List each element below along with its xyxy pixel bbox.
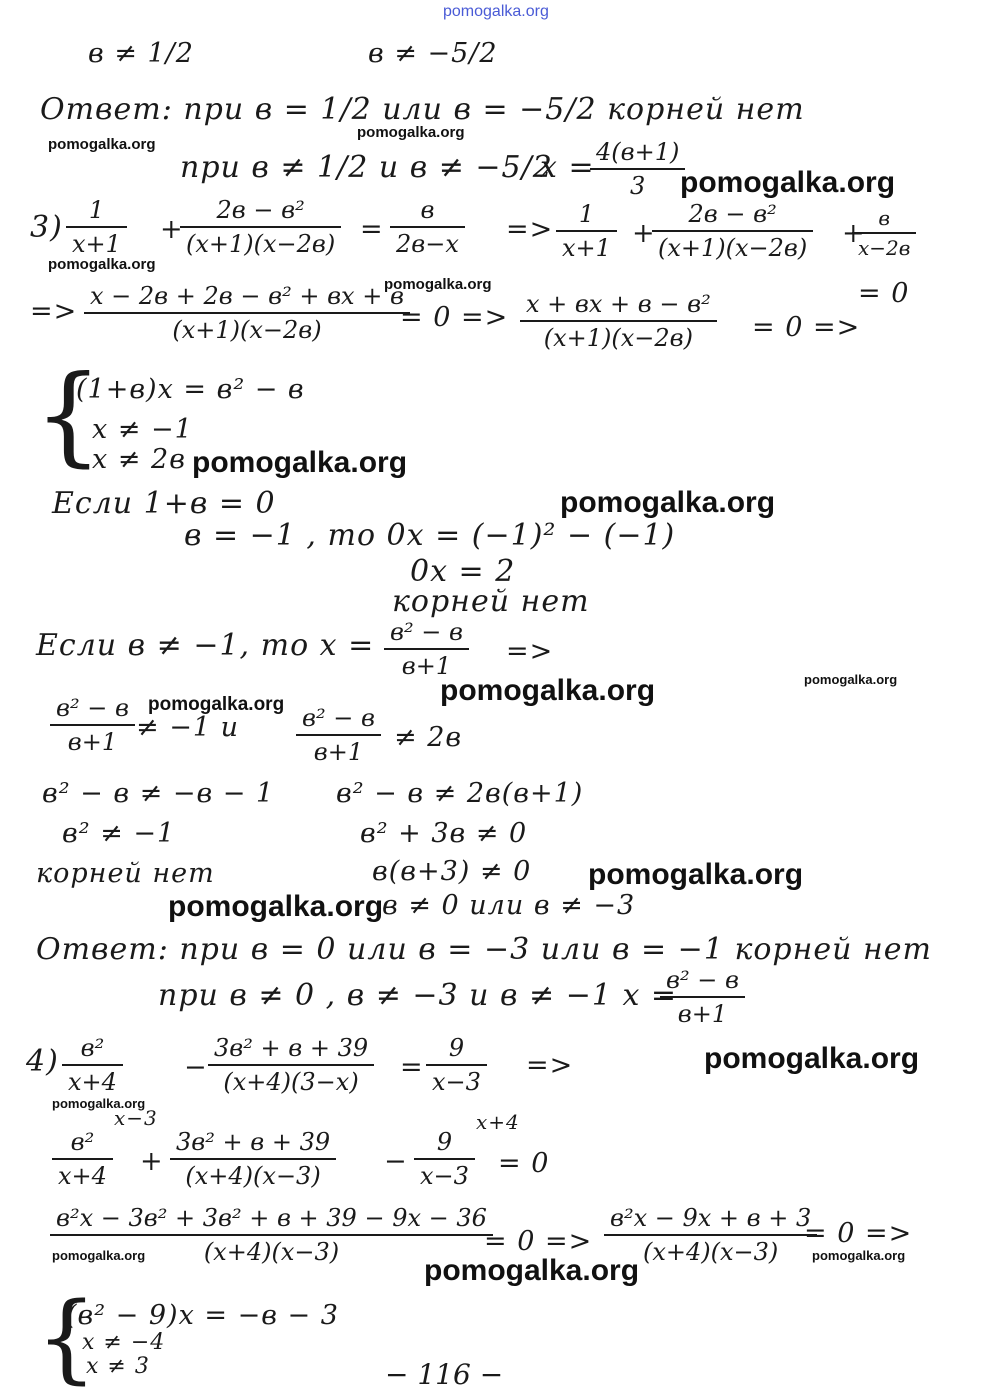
p4-equals-zero: = 0 — [498, 1148, 550, 1179]
system-2-eq-3: x ≠ 3 — [86, 1354, 150, 1379]
p3-fraction-3 — [390, 196, 465, 258]
p4-fraction-7-num: в²x − 3в² + 3в² + в + 39 − 9x − 36 — [50, 1204, 493, 1236]
p3-equals-zero-2: = 0 => — [400, 302, 509, 333]
p4-fraction-4-num: в² — [52, 1128, 113, 1160]
p3-fraction-6-num: в — [852, 206, 916, 234]
system-2-eq-2: x ≠ −4 — [82, 1330, 166, 1355]
problem-3-label: 3) — [30, 210, 63, 245]
p4-fraction-4 — [52, 1128, 113, 1190]
p4-equals-zero-3: = 0 => — [804, 1218, 913, 1249]
p3-fraction-4-num: 1 — [556, 200, 617, 232]
watermark: pomogalka.org — [48, 136, 156, 153]
watermark: pomogalka.org — [704, 1042, 920, 1075]
p3-equals-zero: = 0 — [858, 278, 910, 309]
p4-arrow: => — [526, 1050, 574, 1081]
site-link[interactable]: pomogalka.org — [443, 3, 549, 20]
p3-fraction-1 — [66, 196, 127, 258]
answer-3-line-2: при в ≠ 0 , в ≠ −3 и в ≠ −1 x = — [158, 978, 678, 1013]
watermark: pomogalka.org — [440, 674, 656, 707]
answer-2-fraction — [590, 138, 685, 200]
answer-3-fraction-den: в+1 — [677, 1000, 728, 1028]
p3-fraction-8 — [520, 290, 717, 352]
answer-2-line-1: Ответ: при в = 1/2 или в = −5/2 корней нет — [40, 92, 805, 127]
p4-fraction-6 — [414, 1128, 475, 1190]
p4-fraction-5 — [170, 1128, 336, 1190]
p3-fraction-8-num: x + вx + в − в² — [520, 290, 717, 322]
p4-hint-2: x+4 — [476, 1110, 520, 1134]
watermark: pomogalka.org — [804, 672, 898, 687]
p4-fraction-5-num: 3в² + в + 39 — [170, 1128, 336, 1160]
answer-2-fraction-den: 3 — [630, 172, 646, 200]
cond-2-rhs: ≠ 2в — [394, 722, 463, 753]
cond-1-rhs: ≠ −1 и — [136, 712, 239, 743]
p3-fraction-1-den: x+1 — [72, 230, 121, 258]
case-2-fraction — [384, 618, 469, 680]
cond-fraction-1-den: в+1 — [67, 728, 118, 756]
p4-fraction-7-den: (x+4)(x−3) — [203, 1238, 340, 1266]
p3-fraction-2-den: (x+1)(x−2в) — [186, 230, 336, 258]
watermark: pomogalka.org — [560, 486, 776, 519]
system-2-eq-1: (в² − 9)x = −в − 3 — [66, 1300, 339, 1331]
p4-minus: − — [184, 1052, 208, 1083]
p3-fraction-8-den: (x+1)(x−2в) — [543, 324, 693, 352]
cond-line-4: в² − в ≠ 2в(в+1) — [336, 778, 584, 809]
answer-2-fraction-num: 4(в+1) — [590, 138, 685, 170]
case-1-line-2: в = −1 , то 0x = (−1)² − (−1) — [184, 518, 676, 553]
p4-fraction-3-den: x−3 — [432, 1068, 481, 1096]
cond-line-7: корней нет — [36, 858, 215, 889]
answer-3-fraction-num: в² − в — [660, 966, 745, 998]
case-1-line-1: Если 1+в = 0 — [52, 486, 276, 521]
p3-plus: + — [160, 214, 184, 245]
p3-fraction-5 — [652, 200, 813, 262]
p4-fraction-1-num: в² — [62, 1034, 123, 1066]
system-1-brace: { — [34, 353, 103, 478]
p3-arrow: => — [506, 214, 554, 245]
p4-equals: = — [400, 1052, 424, 1083]
case-1-line-3: 0x = 2 — [410, 554, 516, 589]
case-2-arrow: => — [506, 636, 554, 667]
p3-fraction-6 — [852, 206, 916, 260]
p4-fraction-2-den: (x+4)(3−x) — [223, 1068, 359, 1096]
cond-fraction-2 — [296, 704, 381, 766]
cond-line-6: в² + 3в ≠ 0 — [360, 818, 528, 849]
watermark: pomogalka.org — [168, 890, 384, 923]
problem-4-label: 4) — [26, 1044, 59, 1079]
case-2-line-1: Если в ≠ −1, то x = — [36, 628, 375, 663]
case-2-fraction-num: в² − в — [384, 618, 469, 650]
p4-fraction-2-num: 3в² + в + 39 — [208, 1034, 374, 1066]
p3-fraction-2 — [180, 196, 341, 258]
watermark: pomogalka.org — [384, 276, 492, 293]
p3-fraction-4 — [556, 200, 617, 262]
system-2-brace: { — [36, 1282, 98, 1394]
p3-fraction-2-num: 2в − в² — [180, 196, 341, 228]
p4-minus-2: − — [384, 1146, 408, 1177]
condition-b-half: в ≠ 1/2 — [88, 38, 194, 69]
answer-3-line-1: Ответ: при в = 0 или в = −3 или в = −1 корней нет — [36, 932, 932, 967]
p4-fraction-1 — [62, 1034, 123, 1096]
answer-2-line-2: при в ≠ 1/2 и в ≠ −5/2 — [180, 150, 553, 185]
watermark: pomogalka.org — [588, 858, 804, 891]
watermark: pomogalka.org — [812, 1248, 906, 1263]
case-1-line-4: корней нет — [392, 584, 590, 619]
p4-fraction-2 — [208, 1034, 374, 1096]
p3-plus-2: + — [632, 218, 656, 249]
p4-fraction-3-num: 9 — [426, 1034, 487, 1066]
watermark: pomogalka.org — [680, 166, 896, 199]
cond-fraction-2-num: в² − в — [296, 704, 381, 736]
watermark: pomogalka.org — [52, 1096, 146, 1111]
system-1-eq-3: x ≠ 2в — [92, 444, 186, 475]
p3-equals-zero-3: = 0 => — [752, 312, 861, 343]
watermark: pomogalka.org — [192, 446, 408, 479]
cond-fraction-1-num: в² − в — [50, 694, 135, 726]
watermark: pomogalka.org — [357, 124, 465, 141]
cond-line-9: в ≠ 0 или в ≠ −3 — [382, 890, 636, 921]
p3-fraction-3-den: 2в−x — [396, 230, 459, 258]
p4-fraction-5-den: (x+4)(x−3) — [185, 1162, 321, 1190]
cond-fraction-2-den: в+1 — [313, 738, 364, 766]
system-1-eq-2: x ≠ −1 — [92, 414, 193, 445]
system-1-eq-1: (1+в)x = в² − в — [76, 374, 305, 405]
case-2-fraction-den: в+1 — [401, 652, 452, 680]
condition-b-minus-five-halves: в ≠ −5/2 — [368, 38, 498, 69]
p3-fraction-1-num: 1 — [66, 196, 127, 228]
p3-fraction-4-den: x+1 — [562, 234, 611, 262]
p3-arrow-2: => — [30, 296, 78, 327]
p4-plus: + — [140, 1146, 164, 1177]
p3-fraction-3-num: в — [390, 196, 465, 228]
p4-fraction-8-num: в²x − 9x + в + 3 — [604, 1204, 817, 1236]
answer-2-x-label: x = — [540, 150, 595, 185]
p3-fraction-5-num: 2в − в² — [652, 200, 813, 232]
cond-line-3: в² − в ≠ −в − 1 — [42, 778, 275, 809]
p4-fraction-6-num: 9 — [414, 1128, 475, 1160]
watermark: pomogalka.org — [424, 1254, 640, 1287]
p3-fraction-7 — [84, 282, 410, 344]
p3-fraction-7-den: (x+1)(x−2в) — [172, 316, 322, 344]
p4-hint-1: x−3 — [114, 1106, 158, 1130]
answer-3-fraction — [660, 966, 745, 1028]
watermark: pomogalka.org — [52, 1248, 146, 1263]
p3-fraction-5-den: (x+1)(x−2в) — [658, 234, 808, 262]
p4-fraction-8-den: (x+4)(x−3) — [643, 1238, 779, 1266]
cond-fraction-1 — [50, 694, 135, 756]
p3-plus-3: + — [842, 218, 866, 249]
page-number: − 116 − — [385, 1358, 504, 1391]
p3-equals: = — [360, 214, 384, 245]
p4-fraction-6-den: x−3 — [420, 1162, 469, 1190]
p4-fraction-4-den: x+4 — [58, 1162, 107, 1190]
p4-fraction-3 — [426, 1034, 487, 1096]
cond-line-5: в² ≠ −1 — [62, 818, 176, 849]
cond-line-8: в(в+3) ≠ 0 — [372, 856, 532, 887]
watermark: pomogalka.org — [148, 694, 285, 715]
p4-equals-zero-2: = 0 => — [484, 1226, 593, 1257]
p3-fraction-6-den: x−2в — [858, 236, 911, 260]
watermark: pomogalka.org — [48, 256, 156, 273]
p4-fraction-1-den: x+4 — [68, 1068, 117, 1096]
p3-fraction-7-num: x − 2в + 2в − в² + вx + в — [84, 282, 410, 314]
